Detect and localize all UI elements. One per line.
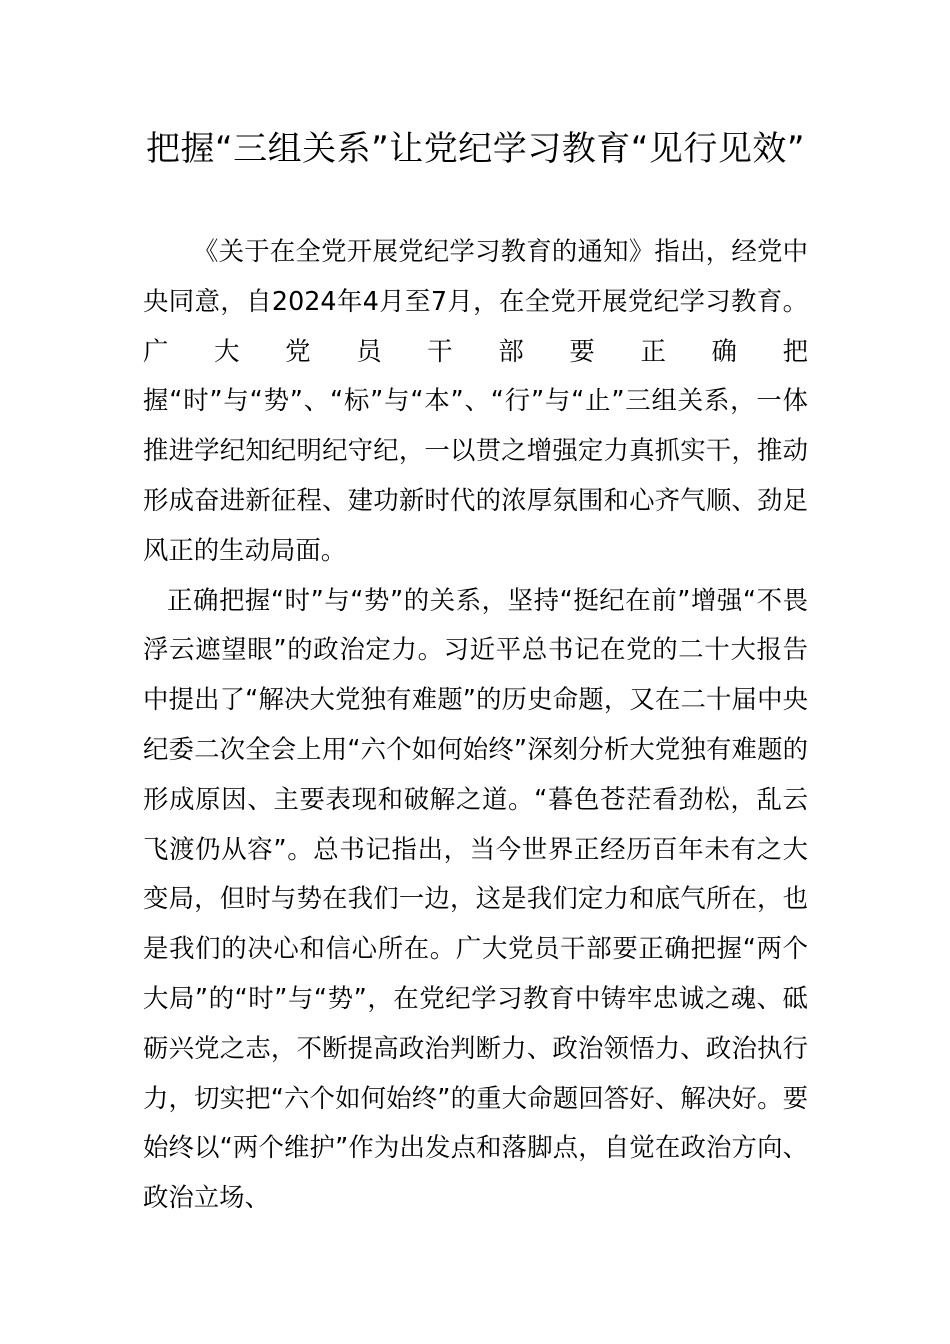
paragraph-intro: 《关于在全党开展党纪学习教育的通知》指出，经党中央同意，自2024年4月至7月，在全党开展党纪学习教育。广大党员干部要正确把握“时”与“势”、“标”与“本”、“行”与“止”三组关系，一体推进学纪知纪明纪守纪，一以贯之增强定力真抓实干，推动形成奋进新征程、建功新时代的浓厚氛围和心齐气顺、劲足风正的生动局面。 <box>143 236 808 565</box>
document-title: 把握“三组关系”让党纪学习教育“见行见效” <box>146 129 805 169</box>
paragraph-shi-yu-shi: 正确把握“时”与“势”的关系，坚持“挺纪在前”增强“不畏浮云遮望眼”的政治定力。习近平总书记在党的二十大报告中提出了“解决大党独有难题”的历史命题，又在二十届中央纪委二次全会上用“六个如何始终”深刻分析大党独有难题的形成原因、主要表现和破解之道。“暮色苍茫看劲松，乱云飞渡仍从容”。总书记指出，当今世界正经历百年未有之大变局，但时与势在我们一边，这是我们定力和底气所在，也是我们的决心和信心所在。广大党员干部要正确把握“两个大局”的“时”与“势”，在党纪学习教育中铸牢忠诚之魂、砥砺兴党之志，不断提高政治判断力、政治领悟力、政治执行力，切实把“六个如何始终”的重大命题回答好、解决好。要始终以“两个维护”作为出发点和落脚点，自觉在政治方向、政治立场、 <box>143 584 808 1213</box>
document-body <box>143 227 808 1223</box>
